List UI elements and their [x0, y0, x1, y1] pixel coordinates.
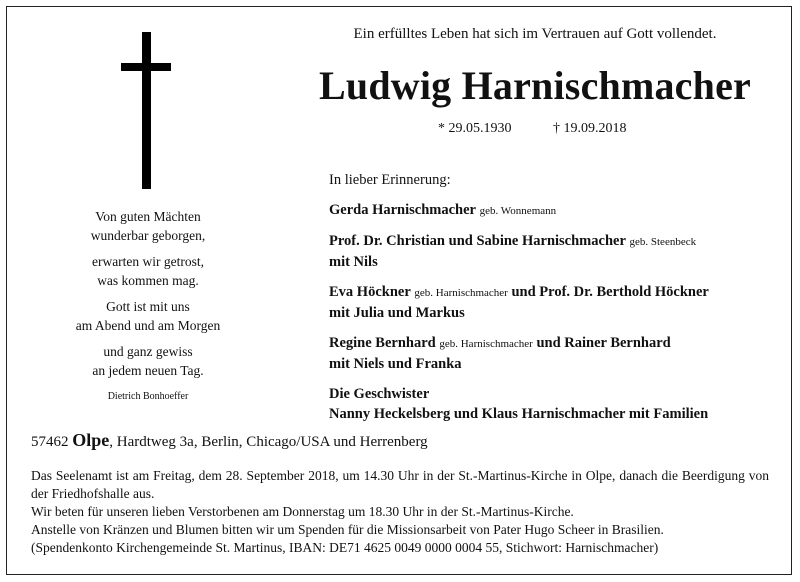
mourners-intro: In lieber Erinnerung: [329, 172, 451, 188]
siblings-heading: Die Geschwister [329, 386, 430, 402]
motto: Ein erfülltes Leben hat sich im Vertrauen auf Gott vollendet. [353, 26, 717, 42]
zip-code: 57462 [31, 434, 69, 450]
poem-line: und ganz gewiss [103, 344, 193, 359]
mourner-group [329, 200, 789, 221]
maiden-name: geb. Wonnemann [479, 205, 557, 217]
mourner-group [329, 231, 789, 272]
maiden-name: geb. Harnischmacher [439, 338, 533, 350]
poem [60, 208, 236, 407]
notice-paragraph: (Spendenkonto Kirchengemeinde St. Martinus, IBAN: DE71 4625 0049 0000 0004 55, Stichwort: Harnischmacher) [31, 540, 659, 555]
mourner-name: Eva Höckner [329, 284, 411, 300]
death-date: † 19.09.2018 [553, 121, 627, 136]
poem-stanza [60, 298, 236, 335]
notice-paragraph: Anstelle von Kränzen und Blumen bitten wir um Spenden für die Missionsarbeit von Pater Hugo Scheer in Brasilien. [31, 522, 664, 537]
mourner-children: mit Julia und Markus [329, 305, 465, 321]
notice-paragraph: Das Seelenamt ist am Freitag, dem 28. September 2018, um 14.30 Uhr in der St.-Martinus-Kirche in Olpe, danach die Beerdigung von der Friedhofshalle aus. [31, 468, 769, 501]
poem-stanza [60, 343, 236, 380]
poem-line: Gott ist mit uns [106, 299, 190, 314]
poem-author: Dietrich Bonhoeffer [107, 391, 189, 402]
mourners [329, 172, 789, 434]
deceased-name: Ludwig Harnischmacher [319, 63, 751, 108]
poem-line: wunderbar geborgen, [90, 227, 206, 243]
siblings-names: Nanny Heckelsberg und Klaus Harnischmacher mit Familien [329, 406, 709, 422]
poem-line: was kommen mag. [97, 272, 199, 288]
mourner-children: mit Nils [329, 254, 378, 270]
mourner-group [329, 384, 789, 424]
maiden-name: geb. Harnischmacher [414, 287, 508, 299]
poem-line: an jedem neuen Tag. [92, 362, 204, 378]
poem-line: erwarten wir getrost, [91, 254, 205, 269]
poem-line: am Abend und am Morgen [75, 317, 221, 333]
mourner-children: mit Niels und Franka [329, 356, 462, 372]
mourner-group [329, 282, 789, 323]
poem-stanza [60, 253, 236, 290]
city: Olpe [72, 430, 110, 450]
service-notice [31, 467, 769, 557]
birth-date: * 29.05.1930 [438, 121, 512, 136]
address [31, 430, 428, 451]
mourner-partner: und Prof. Dr. Berthold Höckner [511, 284, 709, 300]
notice-paragraph: Wir beten für unseren lieben Verstorbenen am Donnerstag um 18.30 Uhr in der St.-Martinus-Kirche. [31, 504, 574, 519]
mourner-group [329, 333, 789, 374]
address-rest: , Hardtweg 3a, Berlin, Chicago/USA und Herrenberg [109, 434, 428, 450]
mourner-partner: und Rainer Bernhard [536, 335, 671, 351]
mourner-name: Prof. Dr. Christian und Sabine Harnischmacher [329, 233, 626, 249]
mourner-name: Regine Bernhard [329, 335, 436, 351]
poem-line: Von guten Mächten [95, 209, 201, 224]
poem-stanza [60, 208, 236, 245]
maiden-name: geb. Steenbeck [629, 236, 697, 248]
mourner-name: Gerda Harnischmacher [329, 202, 476, 218]
